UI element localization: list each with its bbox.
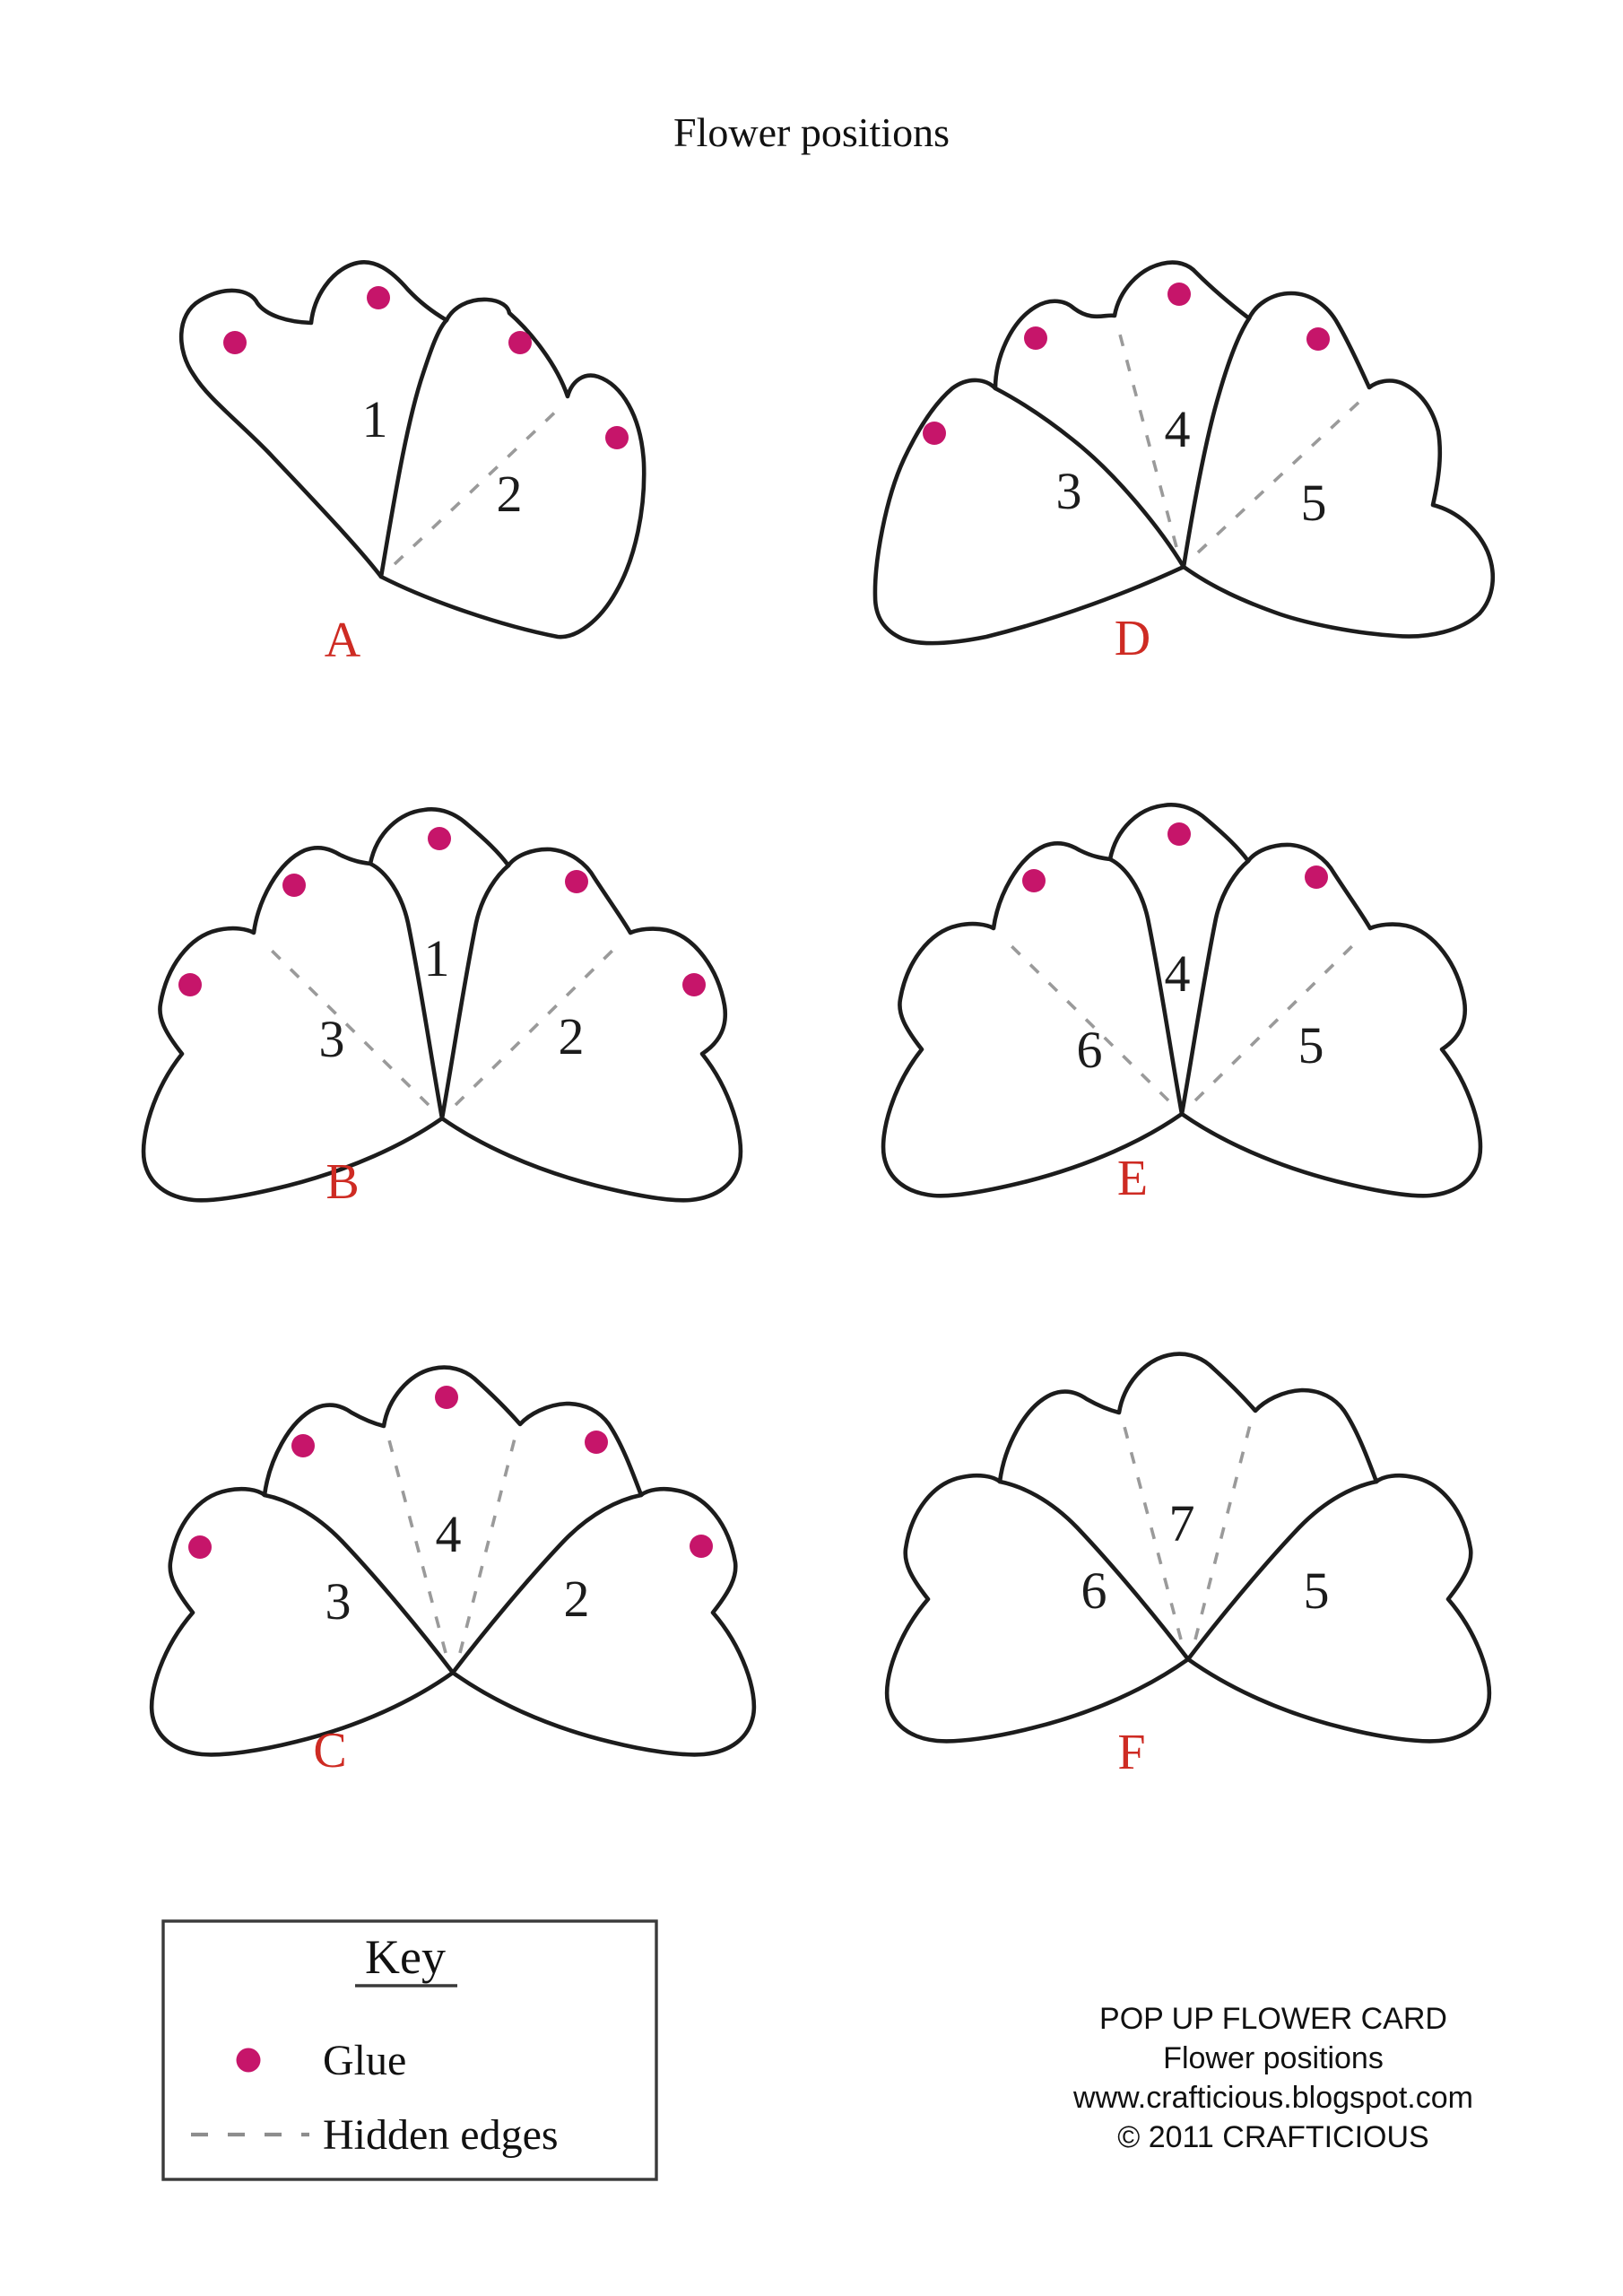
- petal-number: 5: [1298, 1016, 1324, 1074]
- glue-dot-icon: [282, 874, 306, 897]
- glue-dot-icon: [1024, 326, 1047, 350]
- glue-dot-icon: [1305, 865, 1328, 889]
- glue-dot-icon: [291, 1434, 315, 1457]
- petal-number: 3: [325, 1572, 352, 1631]
- glue-dot-icon: [435, 1386, 458, 1409]
- flower-label: E: [1116, 1151, 1149, 1206]
- petal-number: 7: [1168, 1494, 1195, 1552]
- petal-number: 4: [435, 1505, 462, 1563]
- petal-number: 6: [1081, 1561, 1107, 1620]
- petal-number: 4: [1164, 400, 1191, 458]
- key-title: Key: [365, 1930, 446, 1984]
- glue-dot-icon: [188, 1535, 212, 1559]
- attribution-line: Flower positions: [1163, 2041, 1384, 2075]
- flower-label: F: [1117, 1725, 1146, 1780]
- glue-dot-icon: [1167, 822, 1191, 846]
- glue-dot-icon: [690, 1535, 713, 1558]
- flower-label: D: [1114, 611, 1151, 666]
- glue-dot-icon: [605, 426, 629, 449]
- petal-number: 5: [1300, 474, 1327, 532]
- glue-dot-icon: [367, 286, 390, 309]
- flower-label: B: [325, 1154, 360, 1210]
- glue-dot-icon: [1022, 869, 1046, 892]
- petal-number: 2: [558, 1007, 585, 1065]
- glue-dot-icon: [428, 827, 451, 850]
- glue-dot-icon: [178, 973, 202, 996]
- glue-dot-icon: [565, 870, 588, 893]
- glue-dot-icon: [223, 331, 247, 354]
- petal-number: 3: [1055, 462, 1082, 520]
- page-title: Flower positions: [673, 109, 950, 155]
- petal-number: 2: [496, 465, 523, 523]
- glue-dot-icon: [1167, 283, 1191, 306]
- key-glue-dot-icon: [237, 2048, 261, 2073]
- key-item-label-glue: Glue: [323, 2037, 407, 2084]
- glue-dot-icon: [682, 973, 706, 996]
- key-box: [163, 1921, 656, 2179]
- glue-dot-icon: [923, 422, 946, 445]
- attribution-line: POP UP FLOWER CARD: [1099, 2002, 1447, 2036]
- glue-dot-icon: [508, 331, 532, 354]
- petal-number: 5: [1303, 1561, 1330, 1620]
- flower-label: A: [324, 613, 361, 668]
- glue-dot-icon: [1306, 327, 1330, 351]
- petal-number: 1: [423, 929, 450, 987]
- flower-label: C: [313, 1723, 347, 1779]
- petal-number: 1: [361, 390, 388, 448]
- petal-number: 2: [563, 1570, 590, 1628]
- glue-dot-icon: [585, 1431, 608, 1454]
- petal-number: 3: [318, 1010, 345, 1068]
- key-item-label-hidden-edges: Hidden edges: [323, 2111, 559, 2159]
- petal-number: 4: [1164, 944, 1191, 1003]
- attribution-line: www.crafticious.blogspot.com: [1073, 2081, 1473, 2115]
- attribution-line: © 2011 CRAFTICIOUS: [1117, 2120, 1429, 2154]
- petal-number: 6: [1076, 1021, 1103, 1079]
